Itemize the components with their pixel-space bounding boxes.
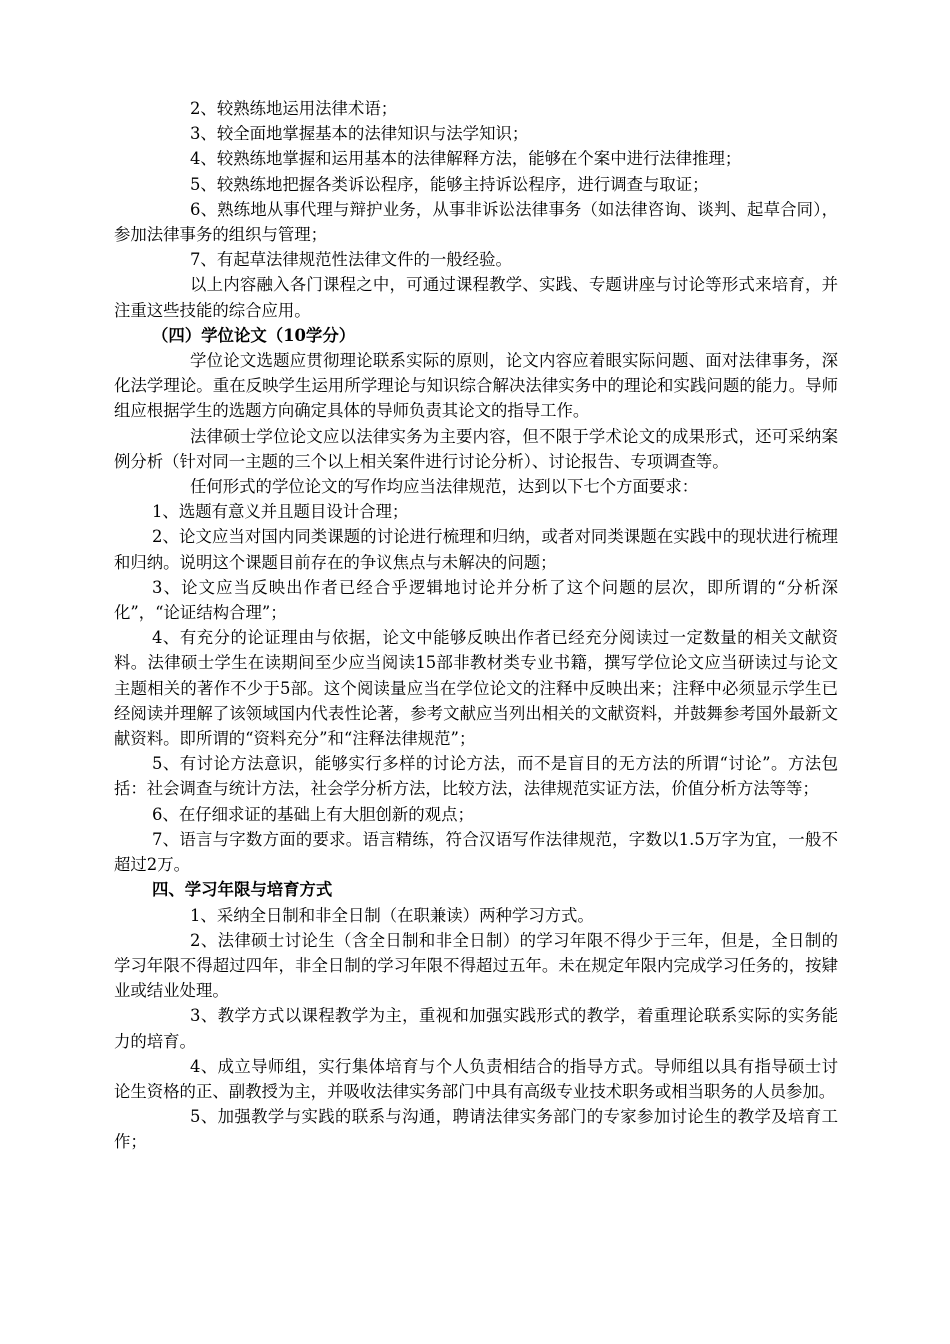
skill-item: 2、较熟练地运用法律术语；: [190, 99, 398, 118]
thesis-heading: （四）学位论文（10学分）: [152, 325, 356, 345]
section4-item: 4、成立导师组，实行集体培育与个人负责相结合的指导方式。导师组以具有指导硕士讨论生资格的正、副教授为主，并吸收法律实务部门中具有高级专业技术职务或相当职务的人员参加。: [114, 1056, 838, 1101]
skill-item: 6、熟练地从事代理与辩护业务，从事非诉讼法律事务（如法律咨询、谈判、起草合同），参加法律事务的组织与管理；: [114, 199, 838, 245]
document-page: [114, 96, 838, 1155]
skill-item: 3、较全面地掌握基本的法律知识与法学知识；: [190, 124, 529, 144]
thesis-requirement: 1、选题有意义并且题目设计合理；: [152, 502, 409, 522]
thesis-paragraph: 法律硕士学位论文应以法律实务为主要内容，但不限于学术论文的成果形式，还可采纳案例分析（针对同一主题的三个以上相关案件进行讨论分析）、讨论报告、专项调查等。: [114, 426, 838, 471]
thesis-requirement: 5、有讨论方法意识，能够实行多样的讨论方法，而不是盲目的无方法的所谓“讨论”。方法包括：社会调查与统计方法，社会学分析方法，比较方法，法律规范实证方法，价值分析方法等等；: [114, 754, 838, 799]
section4-item: 5、加强教学与实践的联系与沟通，聘请法律实务部门的专家参加讨论生的教学及培育工作；: [114, 1107, 838, 1152]
skill-item: 4、较熟练地掌握和运用基本的法律解释方法，能够在个案中进行法律推理；: [190, 149, 742, 169]
thesis-requirement: 3、论文应当反映出作者已经合乎逻辑地讨论并分析了这个问题的层次，即所谓的“分析深化”，“论证结构合理”；: [114, 577, 838, 623]
thesis-requirement: 6、在仔细求证的基础上有大胆创新的观点；: [152, 804, 474, 824]
skill-item: 5、较熟练地把握各类诉讼程序，能够主持诉讼程序，进行调查与取证；: [190, 174, 709, 194]
thesis-paragraph: 任何形式的学位论文的写作均应当法律规范，达到以下七个方面要求：: [190, 477, 699, 497]
thesis-requirement: 4、有充分的论证理由与依据，论文中能够反映出作者已经充分阅读过一定数量的相关文献资料。法律硕士学生在读期间至少应当阅读15部非教材类专业书籍，撰写学位论文应当研读过与论文主题相关的著作不少于5部。这个阅读量应当在学位论文的注释中反映出来；注释中必须显示学生已经阅读并理解了该领域国内代表性论著，参考文献应当列出相关的文献资料，并鼓舞参考国外最新文献资料。即所谓的“资料充分”和“注释法律规范”；: [114, 628, 838, 749]
section4-heading: 四、学习年限与培育方式: [152, 880, 333, 900]
section4-item: 2、法律硕士讨论生（含全日制和非全日制）的学习年限不得少于三年，但是，全日制的学习年限不得超过四年，非全日制的学习年限不得超过五年。未在规定年限内完成学习任务的，按肄业或结业处理。: [114, 930, 838, 1001]
skills-note: 以上内容融入各门课程之中，可通过课程教学、实践、专题讲座与讨论等形式来培育，并注重这些技能的综合应用。: [114, 275, 838, 320]
section4-item: 3、教学方式以课程教学为主，重视和加强实践形式的教学，着重理论联系实际的实务能力的培育。: [114, 1006, 838, 1051]
section4-item: 1、采纳全日制和非全日制（在职兼读）两种学习方式。: [190, 905, 594, 925]
skill-item: 7、有起草法律规范性法律文件的一般经验。: [190, 250, 512, 270]
thesis-paragraph: 学位论文选题应贯彻理论联系实际的原则，论文内容应着眼实际问题、面对法律事务，深化法学理论。重在反映学生运用所学理论与知识综合解决法律实务中的理论和实践问题的能力。导师组应根据学生的选题方向确定具体的导师负责其论文的指导工作。: [114, 351, 838, 421]
thesis-requirement: 2、论文应当对国内同类课题的讨论进行梳理和归纳，或者对同类课题在实践中的现状进行梳理和归纳。说明这个课题目前存在的争议焦点与未解决的问题；: [114, 527, 838, 572]
thesis-requirement: 7、语言与字数方面的要求。语言精练，符合汉语写作法律规范，字数以1.5万字为宜，一般不超过2万。: [114, 829, 838, 875]
